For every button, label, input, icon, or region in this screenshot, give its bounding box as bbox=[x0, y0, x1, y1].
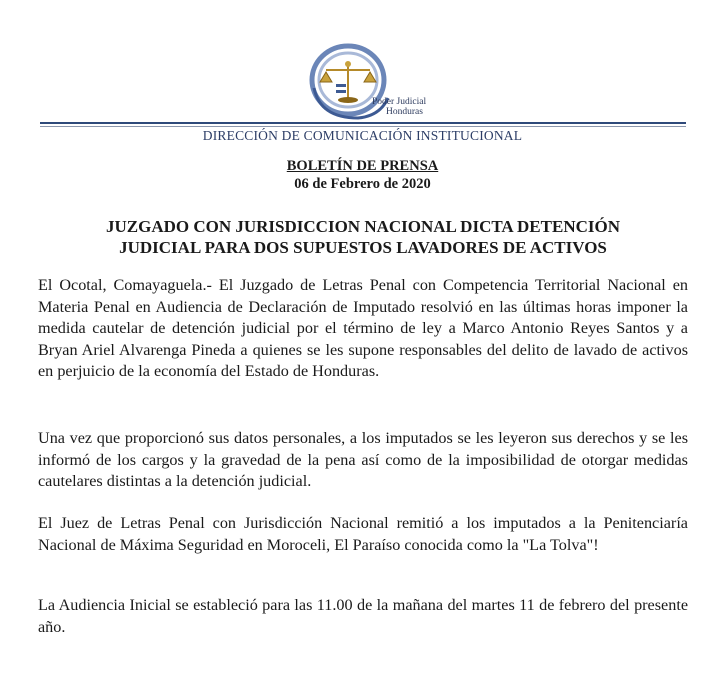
headline-line2: JUDICIAL PARA DOS SUPUESTOS LAVADORES DE ACTIVOS bbox=[119, 238, 607, 257]
body-paragraph-4: La Audiencia Inicial se estableció para las 11.00 de la mañana del martes 11 de febrero del presente año. bbox=[38, 596, 688, 636]
logo-caption-line2: Honduras bbox=[386, 107, 423, 117]
body-paragraph-3: El Juez de Letras Penal con Jurisdicción Nacional remitió a los imputados a la Penitenciaría Nacional de Máxima Seguridad en Moroceli, El Paraíso conocida como la "La Tolva"! bbox=[38, 514, 688, 554]
logo-caption bbox=[372, 97, 426, 117]
headline-line1: JUZGADO CON JURISDICCION NACIONAL DICTA DETENCIÓN bbox=[105, 217, 620, 236]
body-paragraph-1: El Ocotal, Comayaguela.- El Juzgado de Letras Penal con Competencia Territorial Nacional en Materia Penal en Audiencia de Declaración de Imputado resolvió en las últimas horas imponer la medida cautelar de detención judicial por el término de ley a Marco Antonio Reyes Santos y a Bryan Ariel Alvarenga Pineda a quienes se les supone responsables del delito de lavado de activos en perjuicio de la economía del Estado de Honduras. bbox=[38, 276, 688, 380]
department-title: DIRECCIÓN DE COMUNICACIÓN INSTITUCIONAL bbox=[202, 128, 523, 143]
body-paragraph-2: Una vez que proporcionó sus datos personales, a los imputados se les leyeron sus derechos y se les informó de los cargos y la gravedad de la pena así como de la imposibilidad de otorgar medidas cautelares distintas a la detención judicial. bbox=[38, 429, 688, 490]
bulletin-label: BOLETÍN DE PRENSA bbox=[286, 158, 439, 174]
header-rule bbox=[40, 122, 686, 124]
header-rule-thin bbox=[40, 126, 686, 127]
bulletin-date: 06 de Febrero de 2020 bbox=[294, 176, 431, 192]
headline bbox=[40, 216, 686, 258]
logo-caption-line1: Poder Judicial bbox=[372, 97, 427, 107]
